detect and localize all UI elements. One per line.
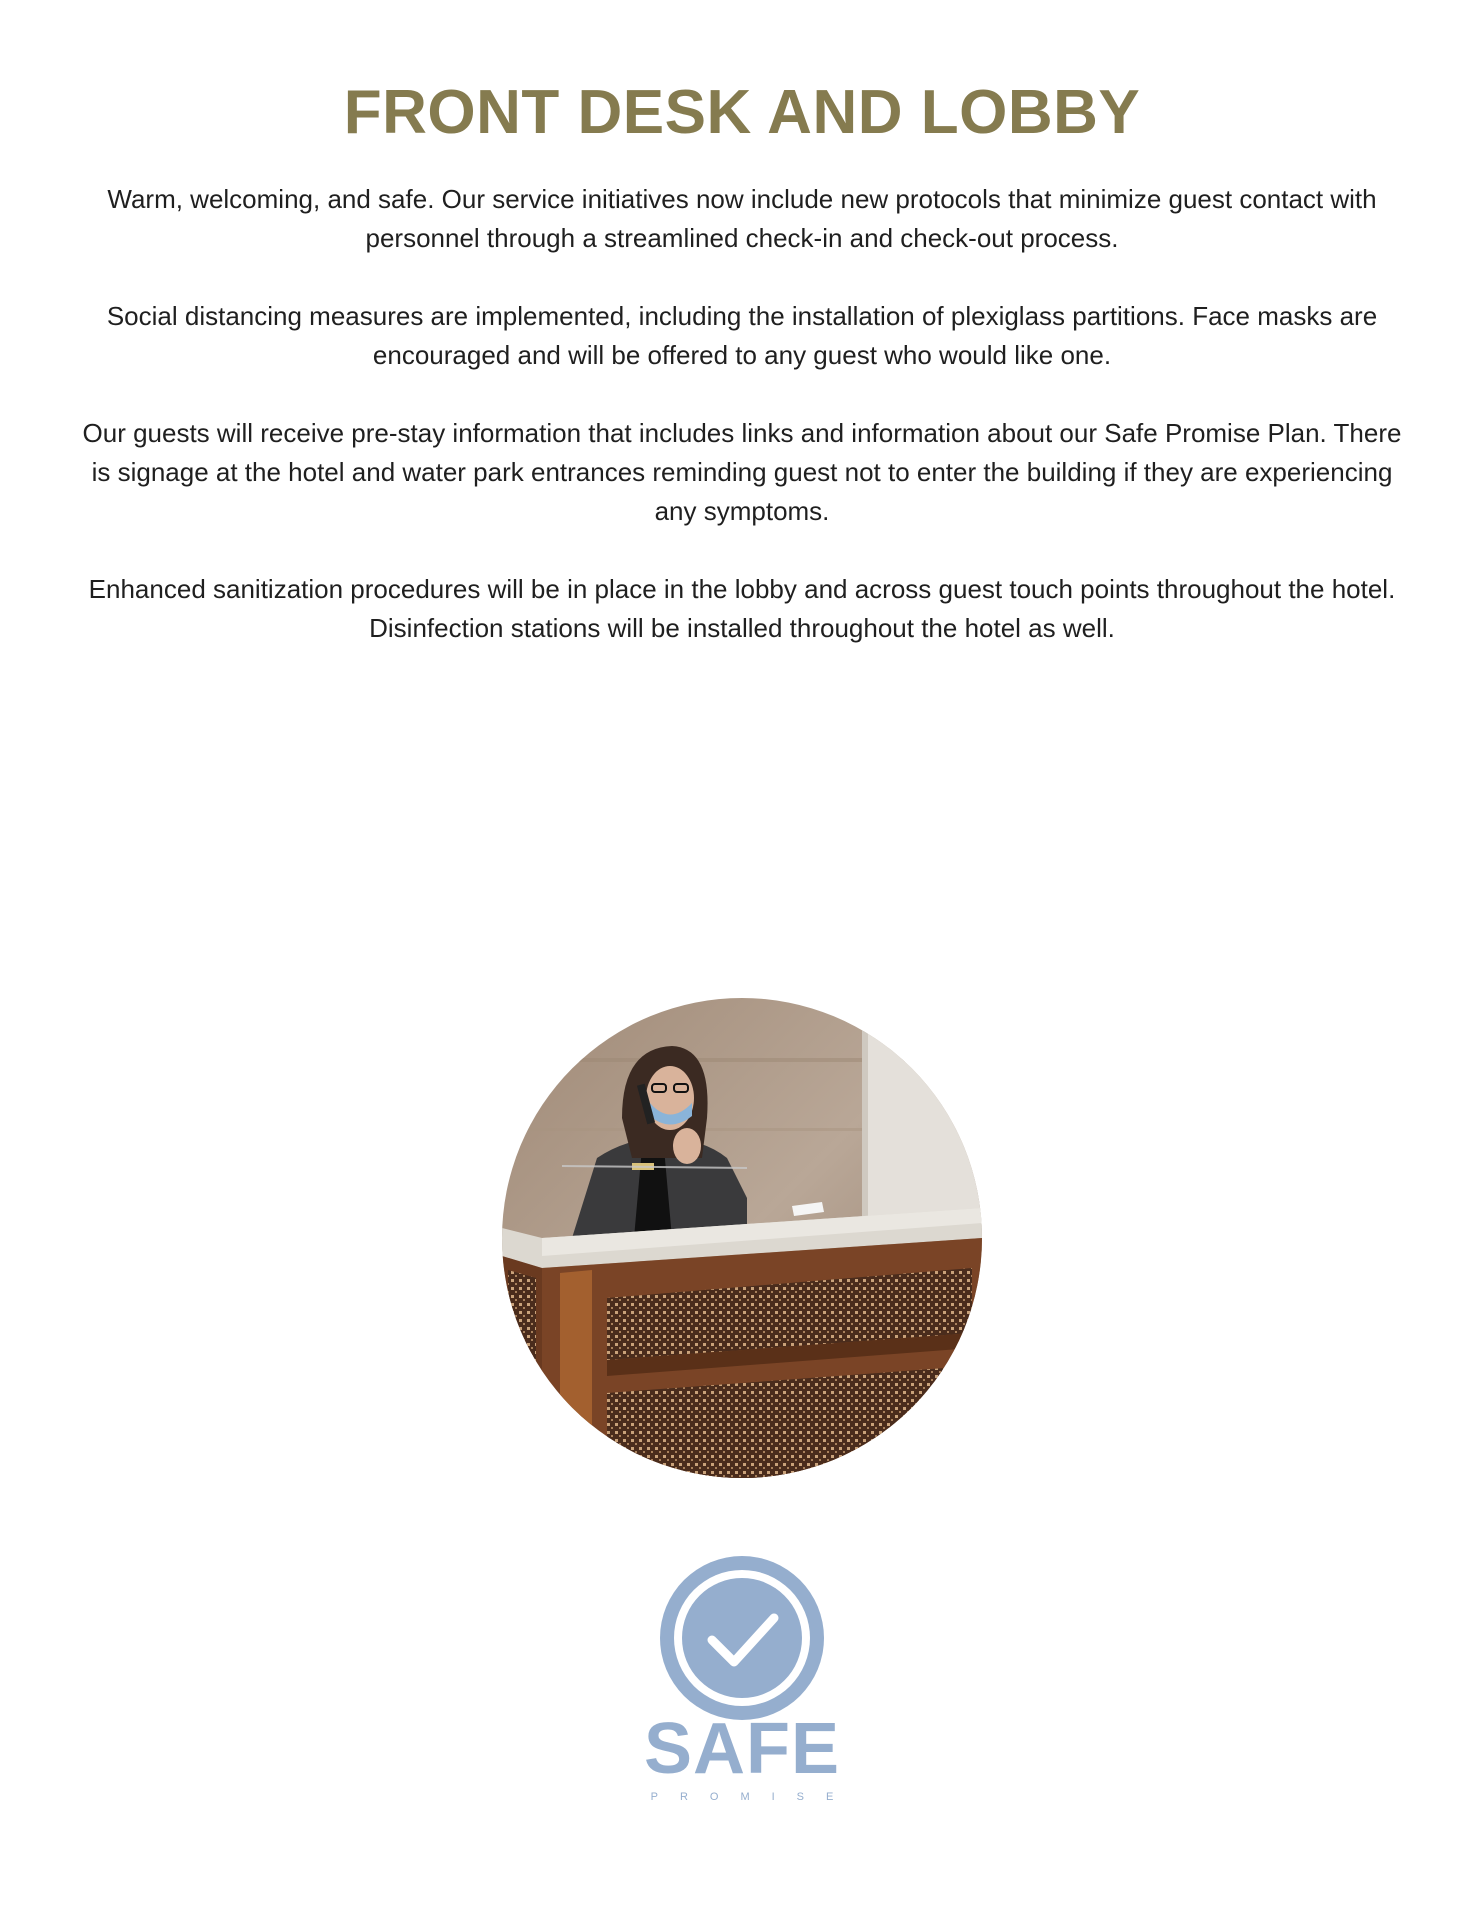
check-circle-icon: [660, 1556, 824, 1720]
body-text: [80, 180, 1404, 687]
paragraph-check-in: Warm, welcoming, and safe. Our service initiatives now include new protocols that minimize guest contact with personnel through a streamlined check-in and check-out process.: [107, 184, 1377, 253]
page-title: FRONT DESK AND LOBBY: [343, 78, 1141, 147]
front-desk-photo: [502, 998, 982, 1478]
logo-word: SAFE: [643, 1709, 841, 1789]
logo-subword: PROMISE: [650, 1791, 856, 1803]
paragraph-sanitization: Enhanced sanitization procedures will be in place in the lobby and across guest touch points throughout the hotel. Disinfection stations will be installed throughout the hotel as well.: [88, 574, 1396, 643]
paragraph-distancing: Social distancing measures are implemented, including the installation of plexiglass partitions. Face masks are encouraged and will be offered to any guest who would like one.: [106, 301, 1378, 370]
paragraph-pre-stay: Our guests will receive pre-stay information that includes links and information about our Safe Promise Plan. There is signage at the hotel and water park entrances reminding guest not to enter the building if they are experiencing any symptoms.: [82, 418, 1402, 526]
